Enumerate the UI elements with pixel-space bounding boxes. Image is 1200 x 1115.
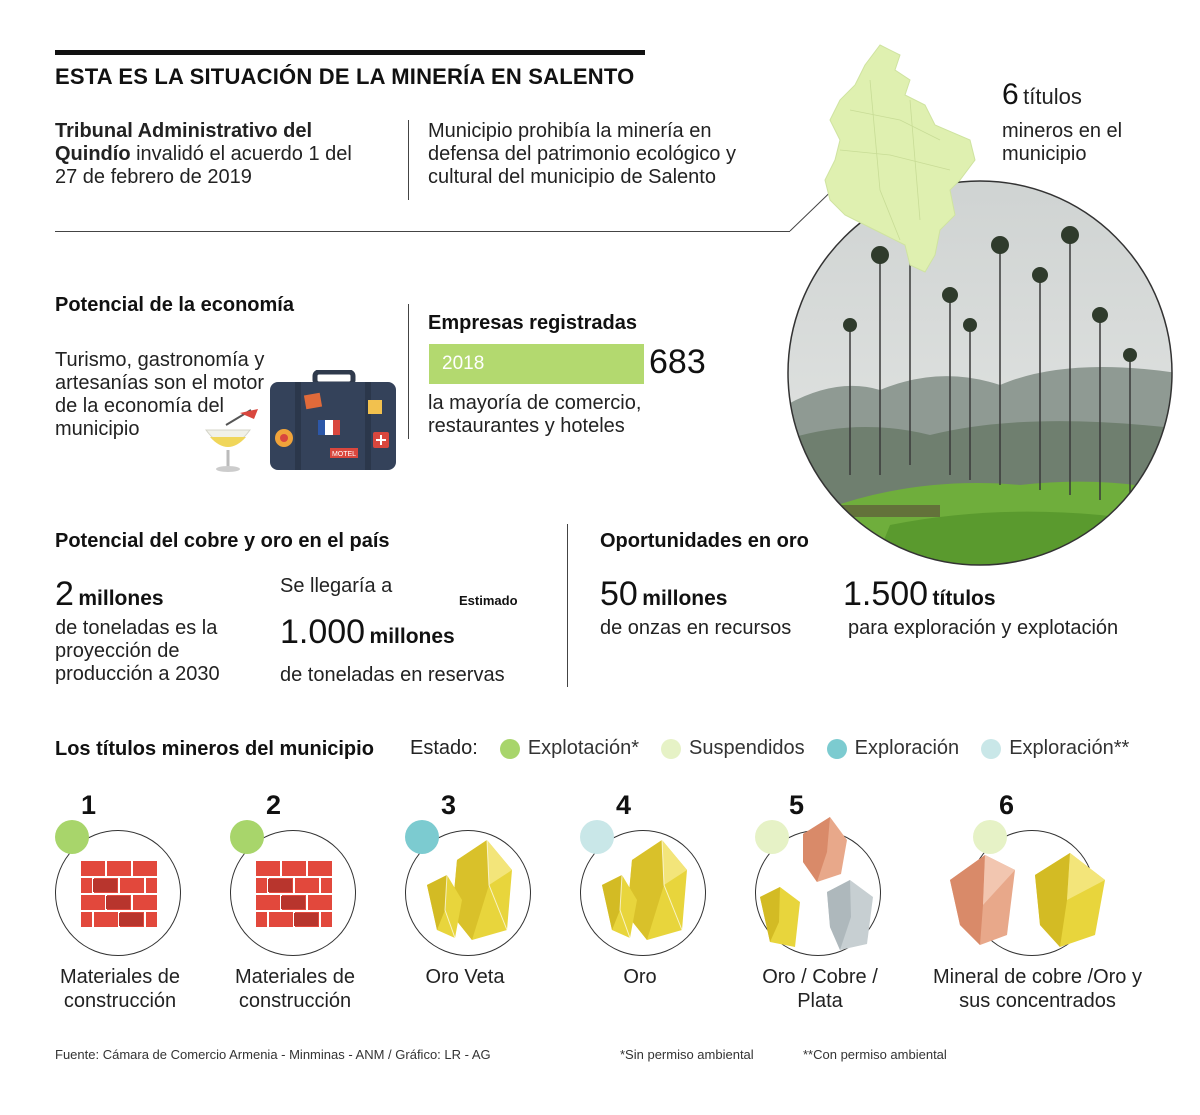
gold-heading: Oportunidades en oro bbox=[600, 530, 809, 552]
reserves-intro: Se llegaría a bbox=[280, 575, 393, 597]
card-number: 3 bbox=[441, 790, 457, 820]
card-number: 2 bbox=[266, 790, 282, 820]
companies-value: 683 bbox=[649, 343, 706, 381]
suitcase-icon bbox=[270, 370, 398, 472]
suitcase-sign: MOTEL bbox=[331, 451, 357, 458]
ounces-figure bbox=[600, 575, 727, 614]
page-title: ESTA ES LA SITUACIÓN DE LA MINERÍA EN SALENTO bbox=[55, 64, 635, 89]
leader-line bbox=[55, 231, 790, 232]
gold-titles-text: para exploración y explotación bbox=[848, 617, 1119, 639]
titles-count-text: mineros en el municipio bbox=[1002, 120, 1123, 165]
card-number: 4 bbox=[616, 790, 632, 820]
card-number: 1 bbox=[81, 790, 97, 820]
gold-titles-figure bbox=[843, 575, 996, 614]
reserves-number: 1.000 bbox=[280, 613, 366, 651]
status-legend bbox=[410, 737, 1129, 760]
companies-year: 2018 bbox=[442, 353, 485, 374]
copper-gold-heading: Potencial del cobre y oro en el país bbox=[55, 530, 390, 552]
legend-item-suspendidos bbox=[661, 737, 805, 760]
ounces-text: de onzas en recursos bbox=[600, 617, 792, 639]
copper-gold-crystals-icon bbox=[945, 835, 1115, 950]
reserves-unit: millones bbox=[369, 625, 455, 648]
gold-crystal-icon bbox=[417, 830, 527, 942]
municipio-text: Municipio prohibía la minería en defensa del patrimonio ecológico y cultural del municipio de Salento bbox=[428, 120, 736, 188]
card-label: Mineral de cobre /Oro y sus concentrados bbox=[933, 966, 1142, 1012]
legend-dot bbox=[981, 739, 1001, 759]
tribunal-rest: invalidó el acuerdo 1 del 27 de febrero de 2019 bbox=[55, 143, 352, 188]
card-number: 6 bbox=[999, 790, 1015, 820]
mixed-crystals-icon bbox=[755, 812, 885, 952]
companies-heading: Empresas registradas bbox=[428, 312, 638, 334]
legend-label: Exploración bbox=[854, 737, 960, 759]
legend-label: Suspendidos bbox=[689, 737, 805, 759]
tribunal-bold: Tribunal Administrativo del Quindío bbox=[55, 120, 313, 165]
production-unit: millones bbox=[78, 587, 164, 610]
brick-wall-icon bbox=[80, 860, 158, 930]
card-label: Oro / Cobre / Plata bbox=[762, 966, 878, 1012]
ounces-number: 50 bbox=[600, 575, 638, 613]
card-label: Materiales de construcción bbox=[59, 966, 181, 1012]
divider bbox=[567, 524, 568, 687]
legend-label: Explotación* bbox=[527, 737, 640, 759]
legend-item-exploracion bbox=[827, 737, 960, 760]
card-number: 5 bbox=[789, 790, 805, 820]
production-figure bbox=[55, 575, 164, 614]
status-dot bbox=[230, 820, 264, 854]
card-label: Oro Veta bbox=[425, 966, 505, 988]
titles-count bbox=[1002, 78, 1082, 112]
status-label: Estado: bbox=[410, 737, 478, 759]
reserves-text: de toneladas en reservas bbox=[280, 664, 505, 686]
gold-crystal-icon bbox=[592, 830, 702, 942]
brick-wall-icon bbox=[255, 860, 333, 930]
gold-titles-number: 1.500 bbox=[843, 575, 929, 613]
colombia-map-icon bbox=[810, 40, 990, 280]
economy-heading: Potencial de la economía bbox=[55, 294, 294, 316]
footnote-with-permit: **Con permiso ambiental bbox=[803, 1047, 947, 1062]
divider bbox=[408, 120, 409, 200]
title-rule bbox=[55, 50, 645, 55]
legend-label: Exploración** bbox=[1009, 737, 1130, 759]
footnote-no-permit: *Sin permiso ambiental bbox=[620, 1047, 754, 1062]
legend-item-explotacion bbox=[500, 737, 639, 760]
source-note: Fuente: Cámara de Comercio Armenia - Minminas - ANM / Gráfico: LR - AG bbox=[55, 1047, 491, 1062]
production-number: 2 bbox=[55, 575, 74, 613]
divider bbox=[408, 304, 409, 439]
production-text: de toneladas es la proyección de producción a 2030 bbox=[55, 617, 220, 685]
status-dot bbox=[55, 820, 89, 854]
legend-dot bbox=[827, 739, 847, 759]
titles-count-unit: títulos bbox=[1023, 84, 1082, 109]
estimated-label: Estimado bbox=[459, 593, 518, 608]
gold-titles-unit: títulos bbox=[932, 587, 996, 610]
legend-dot bbox=[661, 739, 681, 759]
card-label: Oro bbox=[623, 966, 657, 988]
ounces-unit: millones bbox=[642, 587, 728, 610]
reserves-figure bbox=[280, 613, 455, 652]
card-label: Materiales de construcción bbox=[234, 966, 356, 1012]
economy-text: Turismo, gastronomía y artesanías son el motor de la economía del municipio bbox=[55, 349, 265, 440]
titles-count-number: 6 bbox=[1002, 78, 1019, 111]
titles-heading: Los títulos mineros del municipio bbox=[55, 738, 374, 760]
legend-dot bbox=[500, 739, 520, 759]
companies-text: la mayoría de comercio, restaurantes y hoteles bbox=[428, 392, 642, 437]
tribunal-text bbox=[55, 120, 355, 189]
legend-item-exploracion-permit bbox=[981, 737, 1129, 760]
cocktail-icon bbox=[196, 405, 266, 475]
